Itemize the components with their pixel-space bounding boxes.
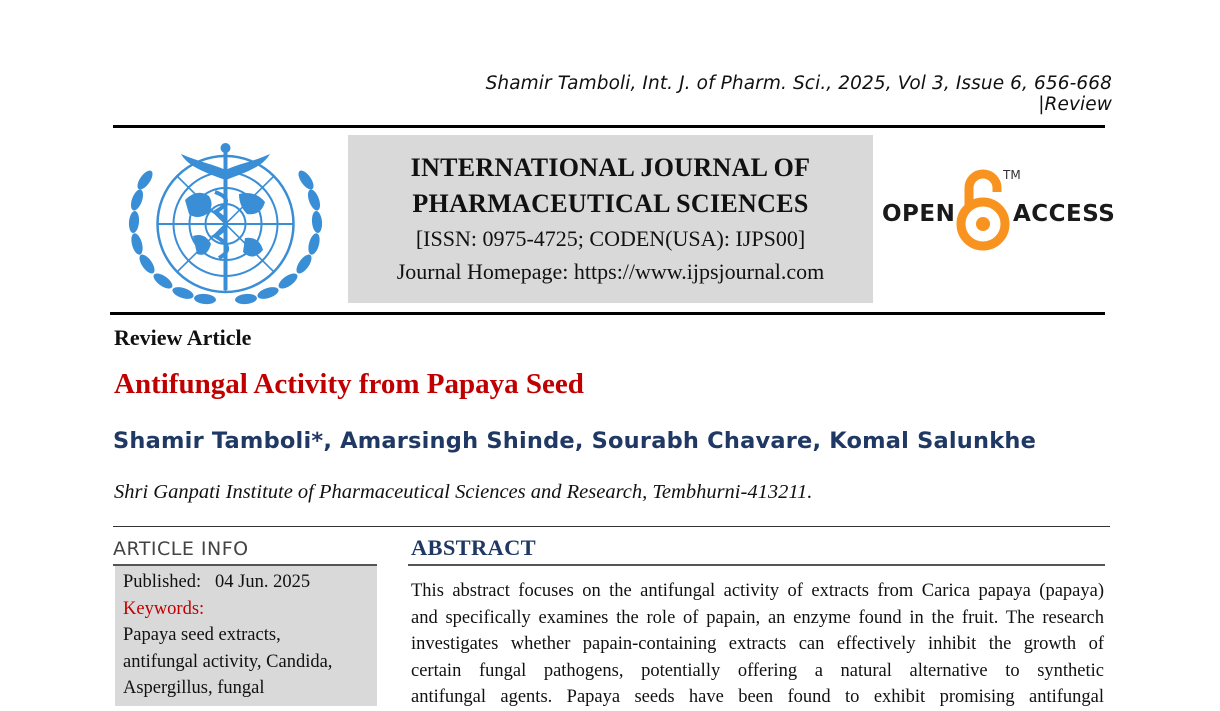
un-emblem-logo	[127, 140, 324, 306]
journal-title-line1: INTERNATIONAL JOURNAL OF	[410, 153, 811, 182]
abstract-line: certain fungal pathogens, potentially offering a natural alternative to synthetic	[411, 660, 1104, 681]
journal-issn: [ISSN: 0975-4725; CODEN(USA): IJPS00]	[415, 226, 806, 251]
header-bottom-rule	[110, 312, 1105, 315]
keywords-line: Papaya seed extracts,	[123, 625, 281, 645]
section-divider	[113, 526, 1110, 527]
journal-masthead-box	[348, 135, 873, 303]
abstract-body	[411, 578, 1104, 711]
abstract-rule	[408, 564, 1105, 566]
abstract-line: This abstract focuses on the antifungal activity of extracts from Carica papaya (papaya)	[411, 581, 1104, 601]
journal-title-line2: PHARMACEUTICAL SCIENCES	[412, 189, 809, 218]
open-access-access-label: ACCESS	[1013, 201, 1116, 227]
journal-homepage: Journal Homepage: https://www.ijpsjournal.com	[396, 259, 825, 284]
keywords-line: Aspergillus, fungal	[123, 678, 265, 698]
published-date: 04 Jun. 2025	[215, 572, 311, 592]
citation-header: Shamir Tamboli, Int. J. of Pharm. Sci., 2025, Vol 3, Issue 6, 656-668 |Review	[485, 73, 1112, 115]
article-title: Antifungal Activity from Papaya Seed	[114, 368, 584, 400]
open-access-logo	[880, 168, 1116, 252]
article-info-heading: ARTICLE INFO	[113, 538, 249, 560]
article-type: Review Article	[114, 325, 252, 350]
laurel-right	[235, 168, 323, 305]
header-top-rule	[113, 125, 1105, 128]
article-affiliation: Shri Ganpati Institute of Pharmaceutical Sciences and Research, Tembhurni-413211.	[114, 481, 813, 503]
article-authors: Shamir Tamboli*, Amarsingh Shinde, Sourabh Chavare, Komal Salunkhe	[113, 428, 1037, 454]
trademark-mark: TM	[1003, 168, 1021, 182]
keywords-label: Keywords:	[123, 598, 205, 619]
published-label: Published:	[123, 572, 202, 592]
keywords-line: antifungal activity, Candida,	[123, 651, 333, 672]
published-row	[123, 569, 377, 596]
abstract-line: investigates whether papain-containing extracts can effectively inhibit the growth of	[411, 634, 1104, 654]
open-access-open-label: OPEN	[882, 201, 956, 227]
article-info-box	[115, 566, 377, 706]
abstract-heading: ABSTRACT	[411, 535, 536, 560]
abstract-line: and specifically examines the role of papain, an enzyme found in the fruit. The research	[411, 607, 1104, 628]
abstract-line: antifungal agents. Papaya seeds have been found to exhibit promising antifungal	[411, 687, 1104, 707]
